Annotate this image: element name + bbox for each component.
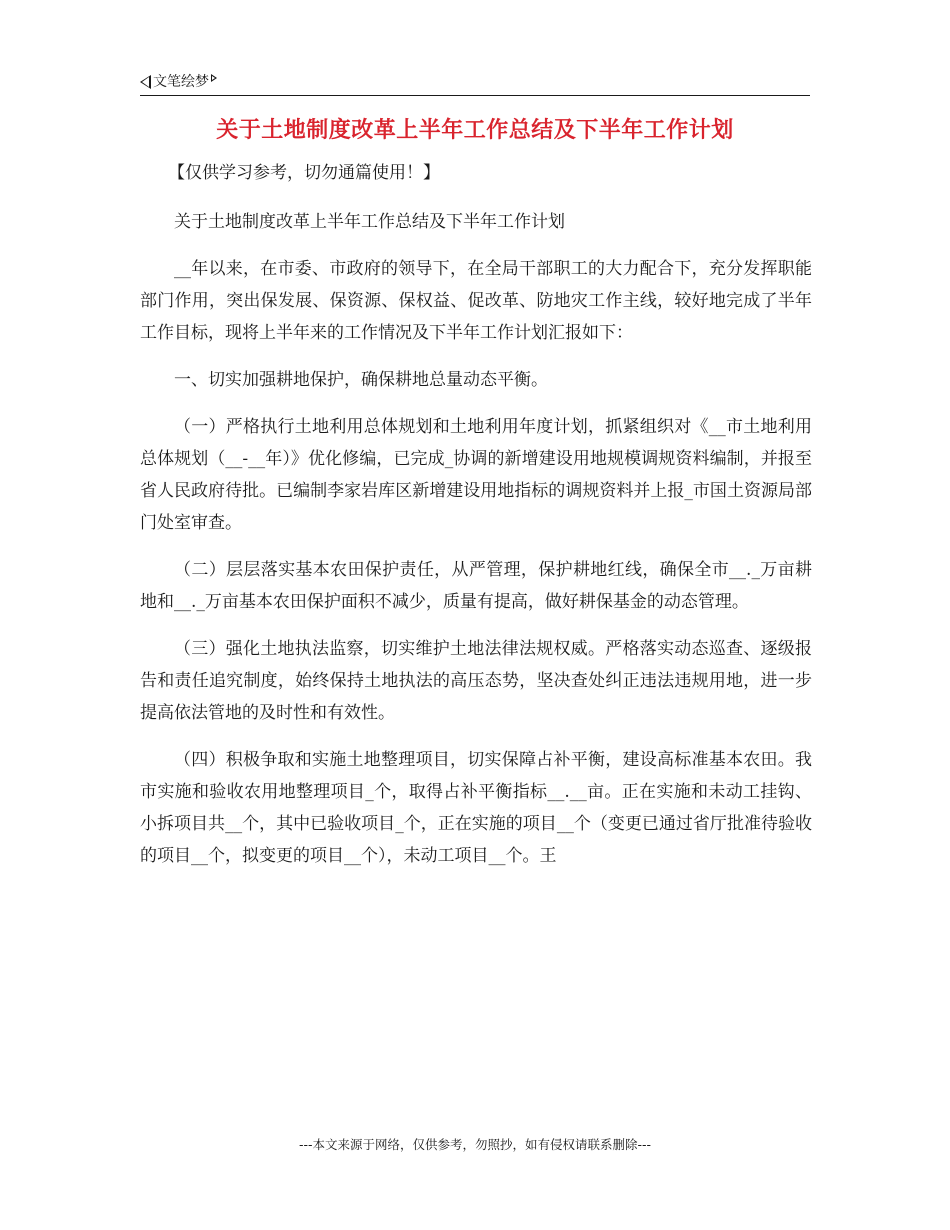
item-2-paragraph: （二）层层落实基本农田保护责任，从严管理，保护耕地红线，确保全市__._万亩耕地和__._万亩基本农田保护面积不减少，质量有提高，做好耕保基金的动态管理。 <box>140 560 812 612</box>
document-body <box>140 206 812 887</box>
item-4-paragraph: （四）积极争取和实施土地整理项目，切实保障占补平衡，建设高标准基本农田。我市实施和验收农用地整理项目_个，取得占补平衡指标__.__亩。正在实施和未动工挂钩、小拆项目共__个，其中已验收项目_个，正在实施的项目__个（变更已通过省厅批准待验收的项目__个，拟变更的项目__个），未动工项目__个。王 <box>140 750 812 866</box>
document-title: 关于土地制度改革上半年工作总结及下半年工作计划 <box>216 118 734 143</box>
item-3-paragraph: （三）强化土地执法监察，切实维护土地法律法规权威。严格落实动态巡查、逐级报告和责任追究制度，始终保持土地执法的高压态势，坚决查处纠正违法违规用地，进一步提高依法管地的及时性和有效性。 <box>140 639 812 723</box>
section-heading: 一、切实加强耕地保护，确保耕地总量动态平衡。 <box>174 370 548 390</box>
brand <box>140 73 217 91</box>
page-footer: ---本文来源于网络，仅供参考，勿照抄，如有侵权请联系删除--- <box>298 1137 652 1152</box>
subtitle-paragraph: 关于土地制度改革上半年工作总结及下半年工作计划 <box>174 212 565 232</box>
brand-name: 文笔绘梦 <box>153 74 209 90</box>
intro-paragraph: __年以来，在市委、市政府的领导下，在全局干部职工的大力配合下，充分发挥职能部门作用，突出保发展、保资源、保权益、促改革、防地灾工作主线，较好地完成了半年工作目标，现将上半年来的工作情况及下半年工作计划汇报如下： <box>140 259 812 343</box>
usage-notice: 【仅供学习参考，切勿通篇使用！】 <box>168 163 440 183</box>
item-1-paragraph: （一）严格执行土地利用总体规划和土地利用年度计划，抓紧组织对《__市土地利用总体规划（__-__年）》优化修编，已完成_协调的新增建设用地规模调规资料编制，并报至省人民政府待批。已编制李家岩库区新增建设用地指标的调规资料并上报_市国土资源局部门处室审查。 <box>140 417 812 533</box>
triangle-right-outline-icon <box>211 74 217 82</box>
page-header <box>140 73 810 96</box>
triangle-left-outline-icon <box>140 75 151 89</box>
